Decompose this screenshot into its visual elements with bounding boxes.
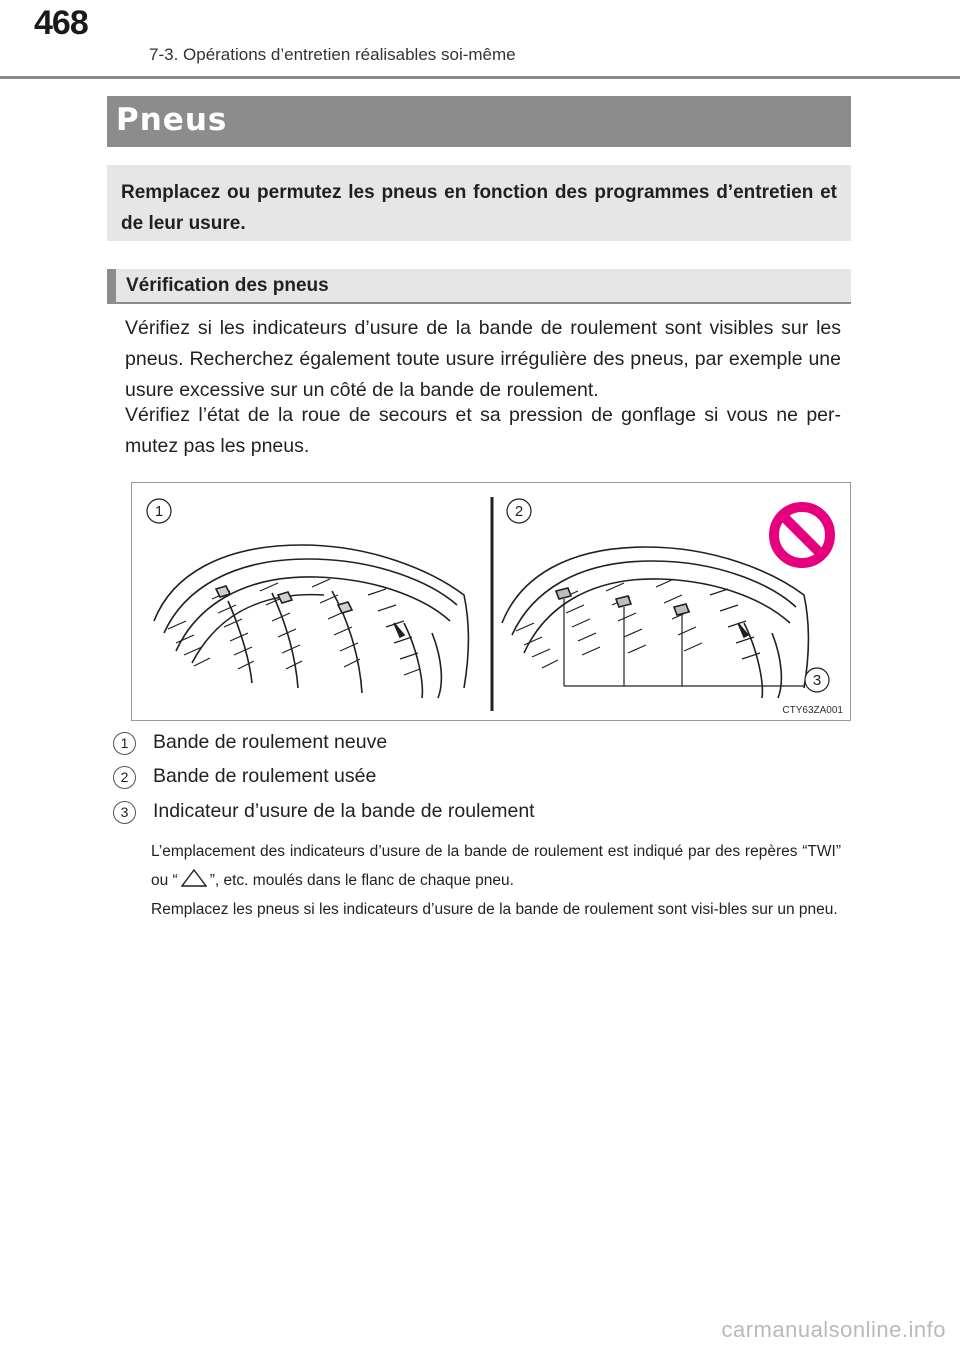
callout-1-label: 1 bbox=[154, 503, 164, 520]
legend-text: Bande de roulement usée bbox=[153, 765, 377, 787]
legend-text: Indicateur d’usure de la bande de roulement bbox=[153, 800, 535, 822]
subsection-heading: Vérification des pneus bbox=[126, 275, 329, 296]
legend-text: Bande de roulement neuve bbox=[153, 731, 388, 753]
tread-wear-indicator-triangle-icon bbox=[181, 869, 207, 887]
note-twi-text-before: L’emplacement des indicateurs d’usure de la bande de roulement est indiqué par des repères “TWI” ou “ bbox=[151, 843, 841, 889]
tire-illustration bbox=[132, 483, 850, 720]
figure-code: CTY63ZA001 bbox=[782, 705, 843, 716]
tire-tread-figure bbox=[131, 482, 851, 721]
callout-3-label: 3 bbox=[812, 672, 822, 689]
note-replace: Remplacez les pneus si les indicateurs d’usure de la bande de roulement sont visi-bles sur un pneu. bbox=[151, 901, 838, 918]
watermark: carmanualsonline.info bbox=[721, 1317, 946, 1342]
page-number: 468 bbox=[34, 4, 88, 42]
new-tread-tire bbox=[154, 545, 469, 698]
legend-number: 1 bbox=[113, 732, 136, 755]
legend-number: 2 bbox=[113, 766, 136, 789]
subsection-heading-bar bbox=[107, 269, 851, 304]
header-divider bbox=[0, 76, 960, 79]
section-header: 7-3. Opérations d’entretien réalisables soi-même bbox=[149, 45, 516, 64]
callout-2-label: 2 bbox=[514, 503, 524, 520]
legend-number: 3 bbox=[113, 801, 136, 824]
prohibition-icon bbox=[774, 507, 830, 563]
body-paragraph-1: Vérifiez si les indicateurs d’usure de la bande de roulement sont visibles sur les pneus. Recherchez également toute usure irrégulière des pneus, par exemple une usure excessive sur un côté de la bande de roulement. bbox=[125, 317, 841, 401]
note-twi-text-after: ”, etc. moulés dans le flanc de chaque pneu. bbox=[209, 872, 514, 889]
note-twi bbox=[151, 837, 841, 895]
page-title-bar bbox=[107, 96, 851, 147]
body-paragraph-2: Vérifiez l’état de la roue de secours et sa pression de gonflage si vous ne per-mutez pas les pneus. bbox=[125, 404, 841, 457]
intro-box bbox=[107, 165, 851, 241]
intro-text: Remplacez ou permutez les pneus en fonction des programmes d’entretien et de leur usure. bbox=[121, 182, 837, 234]
subsection-marker bbox=[107, 269, 116, 304]
worn-tread-tire bbox=[502, 547, 809, 698]
page-title: Pneus bbox=[116, 102, 228, 138]
